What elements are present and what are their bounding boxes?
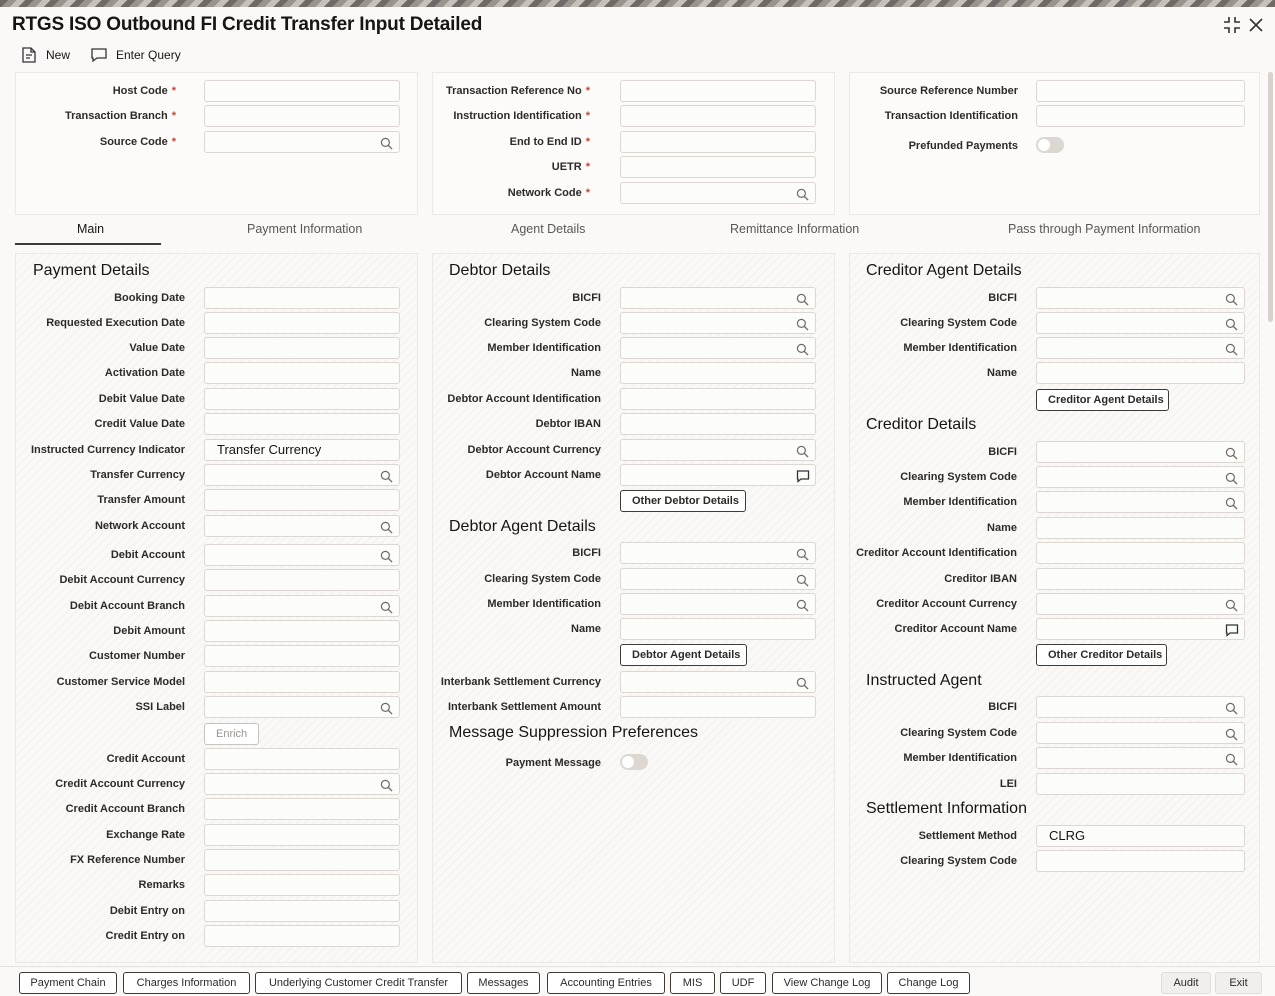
search-icon[interactable] [1225,342,1238,355]
creditor-creditor-account-currency-label [852,597,1017,611]
settlement-information-title: Settlement Information [866,800,1027,817]
creditor-creditor-iban-input[interactable] [1036,568,1245,590]
pd-debit-account-currency-label [20,573,185,587]
pd-instructed-currency-indicator-label [20,443,185,457]
search-icon[interactable] [796,676,809,689]
creditor-agent-bicfi-input[interactable] [1036,287,1245,309]
pd-exchange-rate-label [20,828,185,842]
pd-customer-number-input[interactable] [204,645,400,667]
header-source-code-label-text: Source Code [99,136,168,148]
footer-exit-button[interactable]: Exit [1215,972,1262,994]
instructed-agent-clearing-system-code-label-text: Clearing System Code [900,727,1017,739]
pd-debit-account-input[interactable] [204,544,400,566]
header-transaction-branch-label [20,109,176,123]
creditor-name-label [852,521,1017,535]
search-icon[interactable] [1225,752,1238,765]
creditor-creditor-iban-label-text: Creditor IBAN [944,573,1017,585]
pd-credit-account-input[interactable] [204,748,400,770]
creditor-creditor-account-identification-label [852,546,1017,560]
settlement-settlement-method-label [852,829,1017,843]
search-icon[interactable] [796,573,809,586]
pd-requested-execution-date-input[interactable] [204,312,400,334]
pd-credit-entry-on-input[interactable] [204,925,400,947]
creditor-agent-name-label-text: Name [987,367,1017,379]
header-source-reference-number-input[interactable] [1036,80,1245,102]
debtor-debtor-iban-label [436,417,601,431]
debtor-debtor-account-identification-label-text: Debtor Account Identification [447,393,601,405]
pd-value-date-input[interactable] [204,337,400,359]
instructed-agent-lei-label [852,777,1017,791]
ib-interbank-settlement-currency-input[interactable] [620,671,816,693]
footer-udf-button[interactable]: UDF [720,972,766,994]
settlement-clearing-system-code-label-text: Clearing System Code [900,855,1017,867]
debtor-debtor-iban-input[interactable] [620,413,816,435]
creditor-agent-details-title: Creditor Agent Details [866,262,1022,279]
pd-booking-date-label [20,291,185,305]
header-source-code-input[interactable] [204,131,400,153]
toolbar [0,42,1275,68]
pd-customer-service-model-label [20,675,185,689]
creditor-member-identification-input[interactable] [1036,491,1245,513]
required-marker: * [585,110,590,122]
top-decor-strip [0,0,1275,7]
creditor-creditor-account-currency-input[interactable] [1036,593,1245,615]
pd-remarks-input[interactable] [204,874,400,896]
required-marker: * [171,85,176,97]
creditor-agent-name-input[interactable] [1036,362,1245,384]
pd-activation-date-label-text: Activation Date [104,367,185,379]
pd-credit-account-label [20,752,185,766]
search-icon[interactable] [1225,496,1238,509]
header-instruction-identification-label [436,109,590,123]
comment-icon[interactable] [796,469,809,482]
pd-customer-service-model-label-text: Customer Service Model [56,676,185,688]
ib-interbank-settlement-currency-label-text: Interbank Settlement Currency [440,676,601,688]
creditor-bicfi-label-text: BICFI [988,446,1017,458]
header-source-reference-number-label [852,84,1018,98]
minimize-icon[interactable] [1222,15,1242,40]
pd-debit-amount-label-text: Debit Amount [113,625,185,637]
instructed-agent-clearing-system-code-input[interactable] [1036,722,1245,744]
settlement-settlement-method-value: CLRG [1049,828,1086,843]
instructed-agent-clearing-system-code-label [852,726,1017,740]
new-document-icon [20,46,38,64]
header-network-code-label-text: Network Code [507,187,582,199]
enter-query-label: Enter Query [116,48,181,62]
pd-activation-date-label [20,366,185,380]
search-icon[interactable] [1225,727,1238,740]
tab-agent-details[interactable]: Agent Details [511,222,586,236]
pd-debit-value-date-input[interactable] [204,388,400,410]
creditor-bicfi-label [852,445,1017,459]
pd-booking-date-label-text: Booking Date [114,292,185,304]
debtor-debtor-iban-label-text: Debtor IBAN [535,418,601,430]
active-tab-indicator [15,243,161,245]
debtor-debtor-account-currency-input[interactable] [620,439,816,461]
pd-value-date-label-text: Value Date [129,342,185,354]
header-host-code-label [20,84,176,98]
settlement-clearing-system-code-input[interactable] [1036,850,1245,872]
header-network-code-input[interactable] [620,182,816,204]
search-icon[interactable] [380,701,393,714]
pd-debit-account-label [20,548,185,562]
header-transaction-reference-no-input[interactable] [620,80,816,102]
creditor-name-input[interactable] [1036,517,1245,539]
pd-credit-account-branch-label-text: Credit Account Branch [65,803,185,815]
debtor-agent-name-label-text: Name [571,623,601,635]
pd-instructed-currency-indicator-value: Transfer Currency [217,442,322,457]
ib-interbank-settlement-amount-input[interactable] [620,696,816,718]
pd-credit-account-branch-label [20,802,185,816]
creditor-creditor-account-name-input[interactable] [1036,618,1245,640]
vertical-scrollbar[interactable] [1268,72,1273,322]
search-icon[interactable] [380,469,393,482]
payment-details-title: Payment Details [33,262,150,279]
search-icon[interactable] [1225,317,1238,330]
pd-instructed-currency-indicator-input[interactable] [204,439,400,461]
search-icon[interactable] [796,547,809,560]
search-icon[interactable] [380,600,393,613]
debtor-name-label-text: Name [571,367,601,379]
search-icon[interactable] [1225,701,1238,714]
comment-icon[interactable] [1225,623,1238,636]
search-icon[interactable] [796,187,809,200]
pd-transfer-amount-label [20,493,185,507]
header-transaction-reference-no-label [436,84,590,98]
debtor-agent-name-label [436,622,601,636]
payment-message-toggle[interactable] [620,754,648,770]
debtor-member-identification-label [436,341,601,355]
pd-network-account-label-text: Network Account [94,520,185,532]
header-instruction-identification-input[interactable] [620,105,816,127]
debtor-agent-clearing-system-code-label-text: Clearing System Code [484,573,601,585]
creditor-clearing-system-code-label-text: Clearing System Code [900,471,1017,483]
creditor-agent-member-identification-label-text: Member Identification [903,342,1017,354]
debtor-agent-clearing-system-code-input[interactable] [620,568,816,590]
tab-main[interactable]: Main [77,222,105,236]
pd-credit-entry-on-label-text: Credit Entry on [105,930,185,942]
payment-message-label [436,756,601,770]
instructed-agent-member-identification-label-text: Member Identification [903,752,1017,764]
search-icon[interactable] [796,317,809,330]
pd-customer-number-label-text: Customer Number [89,650,185,662]
creditor-agent-clearing-system-code-label [852,316,1017,330]
footer-messages-button[interactable]: Messages [467,972,540,994]
creditor-agent-clearing-system-code-label-text: Clearing System Code [900,317,1017,329]
debtor-bicfi-label [436,291,601,305]
creditor-agent-name-label [852,366,1017,380]
header-host-code-input[interactable] [204,80,400,102]
pd-transfer-amount-input[interactable] [204,489,400,511]
footer-mis-button[interactable]: MIS [670,972,715,994]
pd-debit-value-date-label [20,392,185,406]
pd-network-account-input[interactable] [204,515,400,537]
debtor-clearing-system-code-label-text: Clearing System Code [484,317,601,329]
pd-transfer-currency-label [20,468,185,482]
pd-activation-date-input[interactable] [204,362,400,384]
creditor-agent-member-identification-label [852,341,1017,355]
pd-transfer-amount-label-text: Transfer Amount [97,494,185,506]
debtor-debtor-account-name-input[interactable] [620,464,816,486]
creditor-name-label-text: Name [987,522,1017,534]
header-transaction-reference-no-label-text: Transaction Reference No [446,85,582,97]
creditor-agent-member-identification-input[interactable] [1036,337,1245,359]
search-icon[interactable] [796,292,809,305]
header-transaction-identification-label-text: Transaction Identification [884,110,1018,122]
pd-ssi-label-label [20,700,185,714]
pd-debit-amount-label [20,624,185,638]
creditor-creditor-account-name-label [852,622,1017,636]
debtor-agent-bicfi-label-text: BICFI [572,547,601,559]
debtor-clearing-system-code-label [436,316,601,330]
instructed-agent-title: Instructed Agent [866,672,982,689]
other-creditor-details-button[interactable]: Other Creditor Details [1036,644,1167,666]
debtor-debtor-account-name-label-text: Debtor Account Name [485,469,601,481]
pd-exchange-rate-input[interactable] [204,824,400,846]
creditor-agent-clearing-system-code-input[interactable] [1036,312,1245,334]
pd-debit-account-branch-input[interactable] [204,595,400,617]
debtor-debtor-account-currency-label [436,443,601,457]
creditor-member-identification-label-text: Member Identification [903,496,1017,508]
instructed-agent-lei-label-text: LEI [999,778,1017,790]
creditor-member-identification-label [852,495,1017,509]
pd-debit-account-currency-label-text: Debit Account Currency [59,574,185,586]
required-marker: * [171,136,176,148]
pd-debit-entry-on-input[interactable] [204,900,400,922]
page-title: RTGS ISO Outbound FI Credit Transfer Input Detailed [12,14,483,35]
debtor-debtor-account-name-label [436,468,601,482]
debtor-agent-details-button[interactable]: Debtor Agent Details [620,644,747,666]
header-source-code-label [20,135,176,149]
header-end-to-end-id-label-text: End to End ID [509,136,582,148]
message-suppression-title: Message Suppression Preferences [449,724,699,741]
debtor-name-input[interactable] [620,362,816,384]
pd-ssi-label-input[interactable] [204,696,400,718]
enter-query-button[interactable] [90,46,181,64]
pd-credit-account-label-text: Credit Account [106,753,185,765]
search-icon[interactable] [380,136,393,149]
pd-fx-reference-number-input[interactable] [204,849,400,871]
debtor-name-label [436,366,601,380]
tab-remittance-information[interactable]: Remittance Information [730,222,860,236]
pd-fx-reference-number-label [20,853,185,867]
pd-exchange-rate-label-text: Exchange Rate [106,829,185,841]
pd-transfer-currency-label-text: Transfer Currency [90,469,185,481]
close-icon[interactable] [1248,15,1264,40]
header-end-to-end-id-label [436,135,590,149]
prefunded-payments-toggle[interactable] [1036,137,1064,153]
pd-credit-account-currency-label-text: Credit Account Currency [55,778,185,790]
pd-credit-account-currency-label [20,777,185,791]
search-icon[interactable] [1225,446,1238,459]
enrich-button[interactable]: Enrich [204,723,259,745]
ib-interbank-settlement-amount-label [436,700,601,714]
debtor-agent-bicfi-input[interactable] [620,542,816,564]
header-uetr-input[interactable] [620,156,816,178]
pd-credit-account-branch-input[interactable] [204,798,400,820]
debtor-member-identification-label-text: Member Identification [487,342,601,354]
instructed-agent-member-identification-input[interactable] [1036,747,1245,769]
enter-query-icon [90,46,108,64]
pd-customer-number-label [20,649,185,663]
footer-audit-button[interactable]: Audit [1161,972,1211,994]
footer-underlying-customer-credit-transfer-button[interactable]: Underlying Customer Credit Transfer [255,972,462,994]
header-uetr-label [436,160,590,174]
pd-ssi-label-label-text: SSI Label [135,701,185,713]
prefunded-payments-label-text: Prefunded Payments [908,140,1018,152]
search-icon[interactable] [796,342,809,355]
debtor-agent-member-identification-label [436,597,601,611]
pd-debit-account-label-text: Debit Account [110,549,185,561]
required-marker: * [171,110,176,122]
debtor-clearing-system-code-input[interactable] [620,312,816,334]
required-marker: * [585,136,590,148]
header-transaction-branch-input[interactable] [204,105,400,127]
pd-debit-entry-on-label [20,904,185,918]
pd-fx-reference-number-label-text: FX Reference Number [70,854,185,866]
creditor-creditor-iban-label [852,572,1017,586]
debtor-agent-member-identification-label-text: Member Identification [487,598,601,610]
creditor-creditor-account-identification-label-text: Creditor Account Identification [856,547,1017,559]
creditor-creditor-account-name-label-text: Creditor Account Name [894,623,1017,635]
pd-booking-date-input[interactable] [204,287,400,309]
creditor-clearing-system-code-label [852,470,1017,484]
other-debtor-details-button[interactable]: Other Debtor Details [620,490,746,512]
pd-debit-value-date-label-text: Debit Value Date [98,393,185,405]
debtor-debtor-account-currency-label-text: Debtor Account Currency [467,444,601,456]
creditor-agent-details-button[interactable]: Creditor Agent Details [1036,389,1169,411]
debtor-agent-name-input[interactable] [620,618,816,640]
footer-view-change-log-button[interactable]: View Change Log [772,972,882,994]
search-icon[interactable] [380,520,393,533]
pd-requested-execution-date-label [20,316,185,330]
pd-customer-service-model-input[interactable] [204,671,400,693]
debtor-details-title: Debtor Details [449,262,551,279]
required-marker: * [585,161,590,173]
instructed-agent-bicfi-label [852,700,1017,714]
ib-interbank-settlement-currency-label [436,675,601,689]
debtor-debtor-account-identification-label [436,392,601,406]
new-button[interactable] [20,46,70,64]
settlement-settlement-method-label-text: Settlement Method [918,830,1017,842]
header-uetr-label-text: UETR [551,161,582,173]
pd-credit-value-date-input[interactable] [204,413,400,435]
pd-network-account-label [20,519,185,533]
footer-accounting-entries-button[interactable]: Accounting Entries [547,972,665,994]
search-icon[interactable] [1225,598,1238,611]
footer-charges-information-button[interactable]: Charges Information [123,972,250,994]
pd-value-date-label [20,341,185,355]
creditor-clearing-system-code-input[interactable] [1036,466,1245,488]
creditor-creditor-account-currency-label-text: Creditor Account Currency [876,598,1017,610]
search-icon[interactable] [1225,471,1238,484]
debtor-debtor-account-identification-input[interactable] [620,388,816,410]
header-end-to-end-id-input[interactable] [620,131,816,153]
pd-credit-account-currency-input[interactable] [204,773,400,795]
ib-interbank-settlement-amount-label-text: Interbank Settlement Amount [448,701,601,713]
pd-debit-entry-on-label-text: Debit Entry on [109,905,185,917]
creditor-bicfi-input[interactable] [1036,441,1245,463]
title-bar [0,7,1275,41]
creditor-agent-bicfi-label [852,291,1017,305]
tab-bar [15,218,1260,246]
header-network-code-label [436,186,590,200]
tab-payment-information[interactable]: Payment Information [247,222,363,236]
pd-requested-execution-date-label-text: Requested Execution Date [46,317,185,329]
pd-credit-entry-on-label [20,929,185,943]
creditor-creditor-account-identification-input[interactable] [1036,542,1245,564]
pd-credit-value-date-label [20,417,185,431]
instructed-agent-member-identification-label [852,751,1017,765]
footer-payment-chain-button[interactable]: Payment Chain [19,972,117,994]
pd-transfer-currency-input[interactable] [204,464,400,486]
required-marker: * [585,187,590,199]
settlement-settlement-method-input[interactable] [1036,825,1245,847]
header-instruction-identification-label-text: Instruction Identification [453,110,582,122]
pd-debit-amount-input[interactable] [204,620,400,642]
search-icon[interactable] [380,549,393,562]
header-transaction-branch-label-text: Transaction Branch [65,110,168,122]
pd-remarks-label-text: Remarks [138,879,185,891]
header-host-code-label-text: Host Code [112,85,168,97]
footer-change-log-button[interactable]: Change Log [887,972,970,994]
new-label: New [46,48,71,62]
footer-bar [0,966,1275,996]
header-transaction-identification-input[interactable] [1036,105,1245,127]
settlement-clearing-system-code-label [852,854,1017,868]
debtor-agent-member-identification-input[interactable] [620,593,816,615]
debtor-bicfi-input[interactable] [620,287,816,309]
debtor-member-identification-input[interactable] [620,337,816,359]
search-icon[interactable] [796,598,809,611]
pd-debit-account-currency-input[interactable] [204,569,400,591]
debtor-bicfi-label-text: BICFI [572,292,601,304]
search-icon[interactable] [796,444,809,457]
creditor-details-title: Creditor Details [866,416,977,433]
header-transaction-identification-label [852,109,1018,123]
pd-debit-account-branch-label [20,599,185,613]
creditor-agent-bicfi-label-text: BICFI [988,292,1017,304]
pd-remarks-label [20,878,185,892]
header-source-reference-number-label-text: Source Reference Number [879,85,1018,97]
pd-credit-value-date-label-text: Credit Value Date [94,418,185,430]
required-marker: * [585,85,590,97]
payment-message-label-text: Payment Message [505,757,601,769]
instructed-agent-lei-input[interactable] [1036,773,1245,795]
search-icon[interactable] [380,778,393,791]
tab-pass-through-payment-information[interactable]: Pass through Payment Information [1008,222,1201,236]
instructed-agent-bicfi-input[interactable] [1036,696,1245,718]
pd-debit-account-branch-label-text: Debit Account Branch [69,600,185,612]
debtor-agent-clearing-system-code-label [436,572,601,586]
pd-instructed-currency-indicator-label-text: Instructed Currency Indicator [30,444,185,456]
debtor-agent-details-title: Debtor Agent Details [449,518,596,535]
instructed-agent-bicfi-label-text: BICFI [988,701,1017,713]
search-icon[interactable] [1225,292,1238,305]
debtor-agent-bicfi-label [436,546,601,560]
prefunded-payments-label [852,139,1018,153]
